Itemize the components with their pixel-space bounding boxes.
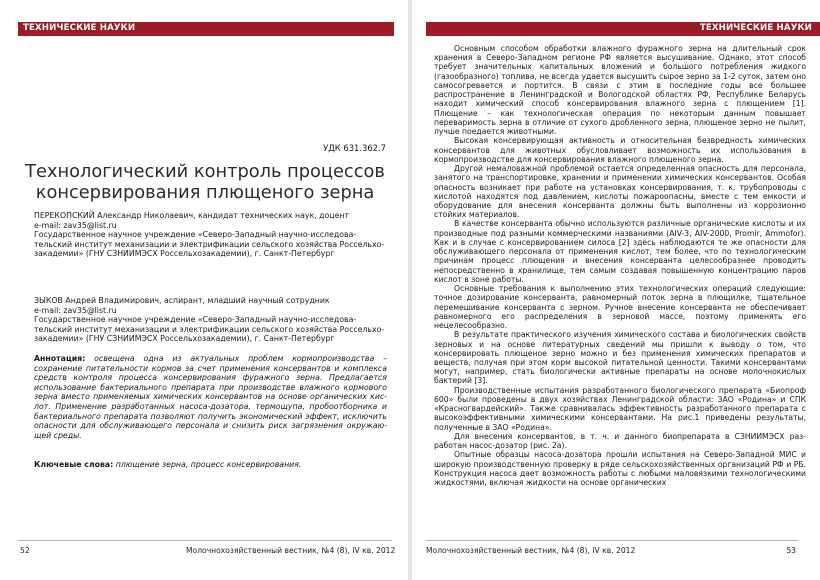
body-paragraph: Опытные образцы насоса-дозатора прошли испытания на Северо-Западной МИС и широкую производственную проверку в ряде сельскохозяйственных организаций РФ и РБ. Конструкция насоса дает возможность работы с любыми маловязкими технологическими жидкостями, включая жидкости на основе органических [434, 450, 806, 488]
footer-divider [426, 540, 798, 541]
title-line: Технологический контроль процессов [25, 161, 385, 182]
page-number: 53 [786, 546, 796, 555]
body-paragraph: Основные требования к выполнению этих технологических операций следующие: точное дозирование консерванта, равномерный поток зерна в плющилке, тщательное перемешивание консерванта с зерном. Ручное внесение консерванта не обеспечивает равномерного его распределения в зерновой массе, поэтому применять его нецелесообразно. [434, 284, 806, 331]
page-number: 52 [20, 546, 30, 555]
abstract-label: Аннотация: [34, 354, 86, 363]
author-block-2 [34, 296, 388, 344]
title-line: консервирования плющеного зерна [35, 182, 375, 203]
section-header-bar [18, 22, 394, 36]
body-paragraph: Для внесения консервантов, в т. ч. и данного биопрепарата в СЗНИИМЭСХ разработан насос-дозатор (рис. 2а). [434, 431, 806, 451]
author-name: ПЕРЕКОПСКИЙ Александр Николаевич, кандидат технических наук, доцент [34, 211, 350, 220]
article-title [18, 161, 392, 203]
section-header-bar [426, 22, 820, 36]
author-org-line: Государственное научное учреждение «Северо-Западный научно-исследова- [34, 230, 357, 240]
body-paragraph: В результате практического изучения химического состава и биологических свойств зерновых и на основе литературных сведений мы пришли к выводу о том, что консервировать плющеное зерно можно и без применения химических препаратов и веществ, получая при этом корм высокой питательной ценности. Такими консервантами могут, например, стать биологически активные препараты на основе молочнокислых бактерий [3]. [434, 330, 806, 386]
author-name: ЗЫКОВ Андрей Владимирович, аспирант, младший научный сотрудник [34, 296, 330, 305]
section-header: ТЕХНИЧЕСКИЕ НАУКИ [699, 23, 812, 33]
udk-code: УДК 631.362.7 [323, 143, 386, 153]
author-block-1 [34, 211, 388, 259]
article-body [434, 44, 806, 487]
author-org-line: закадемии» (ГНУ СЗНИИМЭСХ Россельхозакадемии), г. Санкт-Петербург [34, 249, 335, 259]
body-paragraph: Другой немаловажной проблемой остается определенная опасность для персонала, занятого на транспортировке, хранении и применении химических консервантов. Особая опасность возникает при работе на установках консервирования, т. к. трубопроводы с кислотой находятся под давлением, кислоты пожароопасны, вместе с тем емкости и оборудование для внесения консерванта должны быть выполнены из коррозионно стойких материалов. [434, 164, 806, 220]
journal-footer: Молочнохозяйственный вестник, №4 (8), IV кв. 2012 [426, 546, 636, 555]
body-paragraph: В качестве консерванта обычно используются различные органические кислоты и их производные под разными коммерческими названиями (AIV-3, AIV-2000, Promir, Ammofor). Как и в случае с консервированием силоса [2] здесь наблюдаются те же опасности для обслуживающего персонала от применения кислот, тем более, что по технологическим причинам процесс плющения и внесения консерванта целесообразнее проводить непосредственно в хранилище, тем самым создавая повышенную концентрацию паров кислот в зоне работы. [434, 219, 806, 284]
keywords [34, 460, 387, 470]
author-org-line: Государственное научное учреждение «Северо-Западный научно-исследова- [34, 315, 357, 325]
keywords-text: плющение зерна, процесс консервирования. [115, 460, 302, 469]
author-org-line: закадемии» (ГНУ СЗНИИМЭСХ Россельхозакадемии), г. Санкт-Петербург [34, 334, 335, 344]
section-header: ТЕХНИЧЕСКИЕ НАУКИ [23, 23, 136, 33]
abstract [34, 354, 387, 440]
right-page [412, 0, 820, 580]
body-paragraph: Основным способом обработки влажного фуражного зерна на длительный срок хранения в Северо-Западном регионе РФ является высушивание. Однако, этот способ требует значительных капитальных вложений и большого потребления жидкого (газообразного) топлива, не всегда удается высушить сырое зерно за 1-2 суток, затем оно самосогревается и портится. В связи с этим в последние годы все большее распространение в Ленинградской и Вологодской областях РФ, Республике Беларусь находит химический способ консервирования влажного зерна с плющением [1]. Плющение – как технологическая операция по некоторым данным повышает переваримость зерна в отличие от сухого дробленного зерна, плющеное зерно не пылит, лучше поедается животными. [434, 44, 806, 137]
journal-footer: Молочнохозяйственный вестник, №4 (8), IV кв. 2012 [186, 546, 396, 555]
author-org-line: тельский институт механизации и электрификации сельского хозяйства Россельхо- [34, 239, 385, 249]
footer-divider [18, 540, 392, 541]
left-page [0, 0, 408, 580]
body-paragraph: Производственные испытания разработанного биологического препарата «Биопроф 600» были проведены в двух хозяйствах Ленинградской области: ЗАО «Родина» и СПК «Красногвардейский». Также сравнивалась эффективность разработанного препарата с высокоэффективными химическими консервантами. На рис.1 приведены результаты, полученные в ЗАО «Родина». [434, 385, 806, 432]
keywords-label: Ключевые слова: [34, 460, 114, 469]
author-email: e-mail: zav35@list.ru [34, 220, 117, 230]
author-email: e-mail: zav35@list.ru [34, 305, 117, 315]
abstract-text: освещена одна из актуальных проблем кормопроизводства – сохранение питательности кормов за счет применения консервантов и комплекса средств контроля процесса консервирования фуражного зерна. Предлагается использование бактериального препарата при производстве влажного кормового зерна вместо применяемых химических консервантов на основе органических кислот. Применение разработанных насоса-дозатора, термощупа, пробоотборника и бактериального препарата позволяют получить экономический эффект, исключить опасности для обслуживающего персонала и снизить риск загрязнения окружающей среды. [34, 354, 387, 440]
body-paragraph: Высокая консервирующая активность и относительная безвредность химических консервантов для животных обусловливает возможность их использования в кормопроизводстве для консервирования влажного плющеного зерна. [434, 136, 806, 164]
author-org-line: тельский институт механизации и электрификации сельского хозяйства Россельхо- [34, 324, 385, 334]
